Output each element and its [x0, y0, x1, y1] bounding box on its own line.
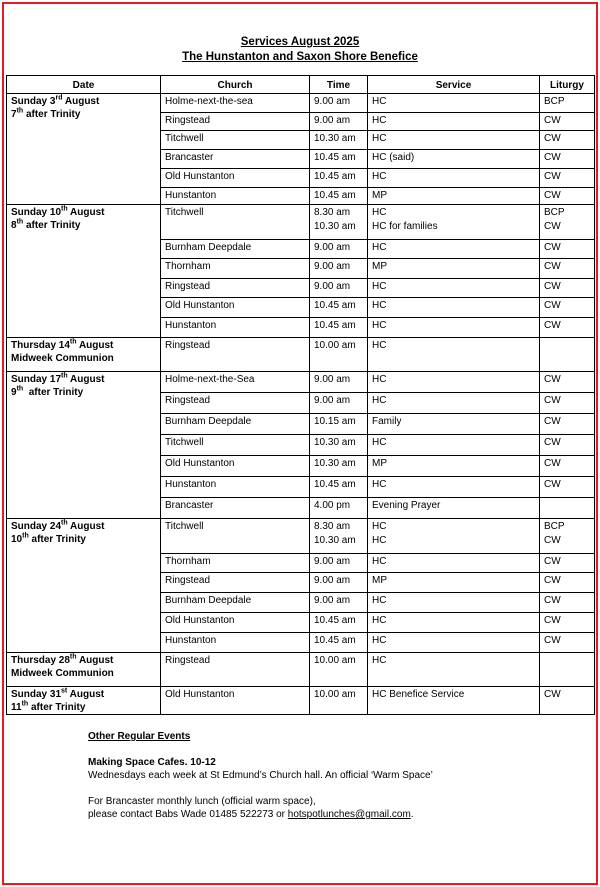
liturgy-cell: CW: [540, 414, 595, 435]
service-cell: HC: [368, 338, 540, 372]
service-cell: MP: [368, 259, 540, 279]
liturgy-cell: [540, 498, 595, 519]
table-row: [7, 519, 595, 554]
time-cell: 10.45 am: [310, 613, 368, 633]
time-cell: 9.00 am: [310, 94, 368, 113]
table-row: [7, 653, 595, 687]
church-cell: Brancaster: [161, 150, 310, 169]
time-cell: 8.30 am 10.30 am: [310, 205, 368, 240]
time-cell: 9.00 am: [310, 240, 368, 259]
table-row: [7, 372, 595, 393]
liturgy-cell: CW: [540, 150, 595, 169]
liturgy-cell: [540, 653, 595, 687]
service-cell: HC HC: [368, 519, 540, 554]
service-cell: HC (said): [368, 150, 540, 169]
date-cell: Sunday 24th August 10th after Trinity: [7, 519, 161, 653]
liturgy-cell: CW: [540, 633, 595, 653]
liturgy-cell: CW: [540, 240, 595, 259]
church-cell: Old Hunstanton: [161, 687, 310, 715]
time-cell: 8.30 am 10.30 am: [310, 519, 368, 554]
time-cell: 4.00 pm: [310, 498, 368, 519]
service-cell: HC: [368, 372, 540, 393]
liturgy-cell: CW: [540, 593, 595, 613]
time-cell: 9.00 am: [310, 259, 368, 279]
time-cell: 10.45 am: [310, 477, 368, 498]
liturgy-cell: CW: [540, 687, 595, 715]
liturgy-cell: CW: [540, 169, 595, 188]
church-cell: Old Hunstanton: [161, 613, 310, 633]
time-cell: 10.45 am: [310, 633, 368, 653]
date-cell: Sunday 31st August 11th after Trinity: [7, 687, 161, 715]
time-cell: 10.45 am: [310, 318, 368, 338]
liturgy-cell: CW: [540, 477, 595, 498]
time-cell: 9.00 am: [310, 554, 368, 573]
service-cell: HC: [368, 131, 540, 150]
liturgy-cell: CW: [540, 318, 595, 338]
column-header: Service: [368, 76, 540, 94]
service-cell: HC: [368, 169, 540, 188]
church-cell: Hunstanton: [161, 318, 310, 338]
church-cell: Hunstanton: [161, 477, 310, 498]
liturgy-cell: BCP: [540, 94, 595, 113]
liturgy-cell: CW: [540, 613, 595, 633]
column-header: Date: [7, 76, 161, 94]
time-cell: 9.00 am: [310, 593, 368, 613]
service-cell: MP: [368, 456, 540, 477]
liturgy-cell: CW: [540, 372, 595, 393]
time-cell: 10.00 am: [310, 687, 368, 715]
service-cell: MP: [368, 573, 540, 593]
church-cell: Ringstead: [161, 573, 310, 593]
services-table: [6, 75, 595, 715]
church-cell: Thornham: [161, 259, 310, 279]
time-cell: 10.30 am: [310, 131, 368, 150]
service-cell: HC: [368, 653, 540, 687]
time-cell: 9.00 am: [310, 372, 368, 393]
lunch-line: For Brancaster monthly lunch (official warm space),: [88, 796, 316, 807]
church-cell: Titchwell: [161, 435, 310, 456]
table-header-row: [7, 76, 595, 94]
church-cell: Burnham Deepdale: [161, 240, 310, 259]
email-link[interactable]: hotspotlunches@gmail.com: [287, 809, 411, 820]
column-header: Time: [310, 76, 368, 94]
table-body: [7, 94, 595, 715]
liturgy-cell: CW: [540, 113, 595, 131]
church-cell: Old Hunstanton: [161, 298, 310, 318]
service-cell: HC Benefice Service: [368, 687, 540, 715]
time-cell: 9.00 am: [310, 279, 368, 298]
time-cell: 9.00 am: [310, 393, 368, 414]
church-cell: Ringstead: [161, 393, 310, 414]
liturgy-cell: CW: [540, 131, 595, 150]
church-cell: Holme-next-the-sea: [161, 94, 310, 113]
date-cell: Sunday 10th August 8th after Trinity: [7, 205, 161, 338]
date-cell: Sunday 17th August 9th after Trinity: [7, 372, 161, 519]
other-events: [88, 730, 433, 821]
table-row: [7, 687, 595, 715]
service-cell: HC: [368, 279, 540, 298]
service-cell: MP: [368, 188, 540, 205]
service-cell: HC: [368, 435, 540, 456]
column-header: Church: [161, 76, 310, 94]
lunch-contact: please contact Babs Wade 01485 522273 or hotspotlunches@gmail.com.: [88, 809, 414, 820]
liturgy-cell: CW: [540, 259, 595, 279]
liturgy-cell: CW: [540, 393, 595, 414]
time-cell: 10.30 am: [310, 456, 368, 477]
church-cell: Hunstanton: [161, 633, 310, 653]
church-cell: Titchwell: [161, 131, 310, 150]
time-cell: 10.45 am: [310, 188, 368, 205]
cafe-text: Wednesdays each week at St Edmund’s Church hall. An official ‘Warm Space’: [88, 770, 433, 781]
church-cell: Thornham: [161, 554, 310, 573]
church-cell: Brancaster: [161, 498, 310, 519]
liturgy-cell: CW: [540, 435, 595, 456]
liturgy-cell: CW: [540, 456, 595, 477]
service-cell: HC: [368, 318, 540, 338]
liturgy-cell: CW: [540, 279, 595, 298]
liturgy-cell: CW: [540, 188, 595, 205]
service-cell: HC: [368, 240, 540, 259]
service-cell: HC: [368, 94, 540, 113]
service-cell: HC: [368, 554, 540, 573]
page-title: Services August 2025: [240, 36, 360, 48]
service-cell: HC HC for families: [368, 205, 540, 240]
column-header: Liturgy: [540, 76, 595, 94]
time-cell: 10.45 am: [310, 150, 368, 169]
church-cell: Hunstanton: [161, 188, 310, 205]
liturgy-cell: CW: [540, 554, 595, 573]
service-cell: HC: [368, 477, 540, 498]
church-cell: Burnham Deepdale: [161, 414, 310, 435]
time-cell: 10.00 am: [310, 653, 368, 687]
liturgy-cell: BCP CW: [540, 205, 595, 240]
church-cell: Old Hunstanton: [161, 169, 310, 188]
church-cell: Ringstead: [161, 113, 310, 131]
church-cell: Old Hunstanton: [161, 456, 310, 477]
date-cell: Thursday 28th August Midweek Communion: [7, 653, 161, 687]
table-row: [7, 338, 595, 372]
time-cell: 9.00 am: [310, 113, 368, 131]
church-cell: Burnham Deepdale: [161, 593, 310, 613]
church-cell: Ringstead: [161, 279, 310, 298]
church-cell: Titchwell: [161, 519, 310, 554]
time-cell: 10.30 am: [310, 435, 368, 456]
table-row: [7, 94, 595, 113]
page-subtitle: The Hunstanton and Saxon Shore Benefice: [182, 51, 418, 63]
date-cell: Sunday 3rd August 7th after Trinity: [7, 94, 161, 205]
church-cell: Titchwell: [161, 205, 310, 240]
time-cell: 9.00 am: [310, 573, 368, 593]
time-cell: 10.00 am: [310, 338, 368, 372]
service-cell: HC: [368, 593, 540, 613]
church-cell: Ringstead: [161, 653, 310, 687]
service-cell: Family: [368, 414, 540, 435]
service-cell: HC: [368, 113, 540, 131]
cafe-title: Making Space Cafes. 10-12: [88, 757, 216, 768]
liturgy-cell: CW: [540, 298, 595, 318]
liturgy-cell: CW: [540, 573, 595, 593]
service-cell: HC: [368, 633, 540, 653]
time-cell: 10.45 am: [310, 298, 368, 318]
service-cell: HC: [368, 393, 540, 414]
service-cell: HC: [368, 613, 540, 633]
date-cell: Thursday 14th August Midweek Communion: [7, 338, 161, 372]
church-cell: Holme-next-the-Sea: [161, 372, 310, 393]
church-cell: Ringstead: [161, 338, 310, 372]
liturgy-cell: [540, 338, 595, 372]
time-cell: 10.15 am: [310, 414, 368, 435]
table-row: [7, 205, 595, 240]
liturgy-cell: BCP CW: [540, 519, 595, 554]
time-cell: 10.45 am: [310, 169, 368, 188]
service-cell: Evening Prayer: [368, 498, 540, 519]
service-cell: HC: [368, 298, 540, 318]
events-heading: Other Regular Events: [88, 731, 191, 742]
